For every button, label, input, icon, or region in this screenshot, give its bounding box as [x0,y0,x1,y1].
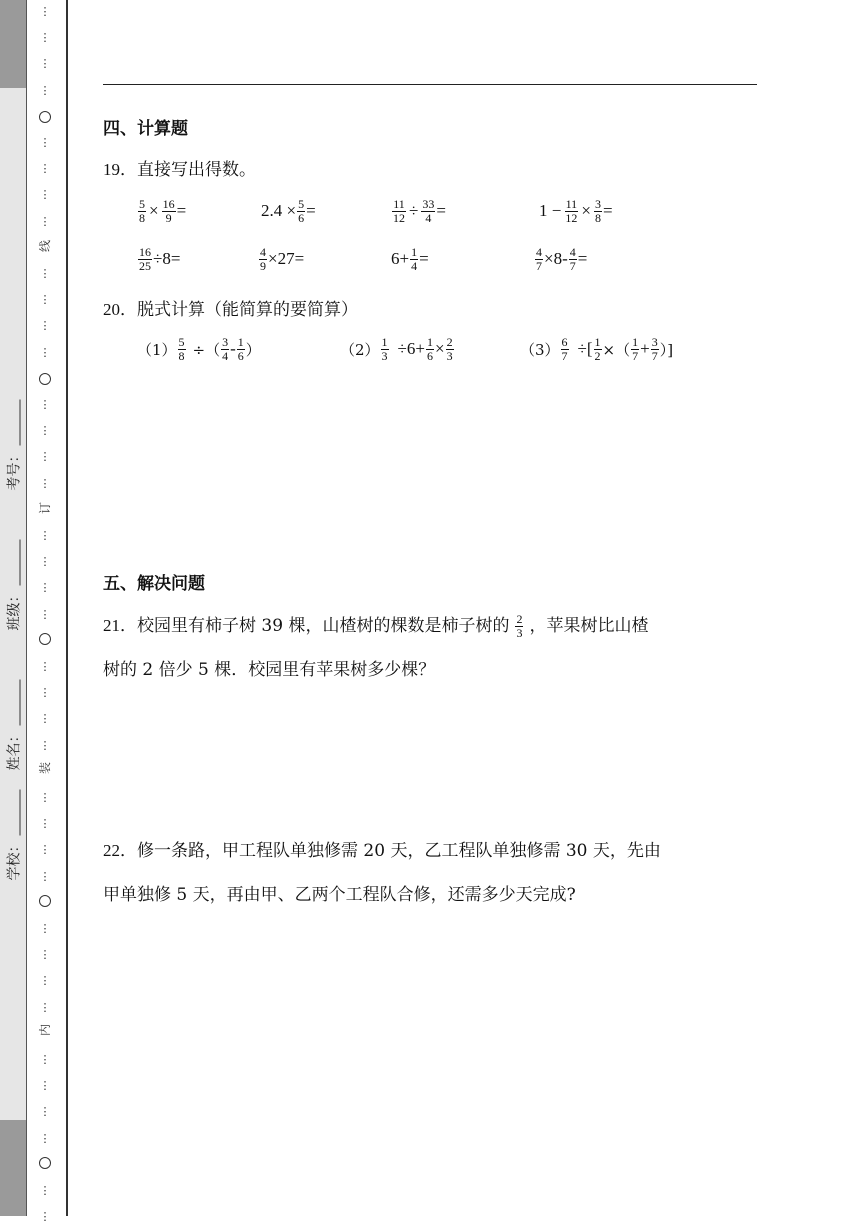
field-name[interactable] [0,680,26,770]
seal-dot: ⋮ [39,424,51,438]
q19-expr-2: 2.4 × $\frac{5}{6}$ = [261,197,316,225]
q19-expr-1: $\frac{5}{8}$ × $\frac{16}{9}$ = [139,197,187,225]
question-number: 19． [103,160,137,179]
q19-expr-5: $\frac{16}{25}$ ÷8= [139,245,181,273]
q19-expr-4: 1 − $\frac{11}{12}$ × $\frac{3}{8}$ = [539,197,613,225]
field-school-label: 学校： [6,838,22,881]
seal-dot: ⋮ [39,974,51,988]
seal-dot: ⋮ [39,738,51,752]
question-21: 21． 校园里有柿子树 39 棵，山楂树的棵数是柿子树的 $\frac{2}{3}$ ，苹果树比山楂 树的 2 倍少 5 棵．校园里有苹果树多少棵？ [103,609,763,687]
seal-dot: ⋮ [39,188,51,202]
seal-circle [39,633,51,645]
question-text: 脱式计算（能简算的要简算） [137,300,358,320]
seal-dot: ⋮ [39,319,51,333]
q19-expr-6: $\frac{4}{9}$ ×27= [260,245,305,273]
seal-dot: ⋮ [39,922,51,935]
seal-dot: ⋮ [39,948,51,962]
field-class-label: 班级： [6,588,22,631]
seal-circle [39,895,51,907]
seal-dot: ⋮ [39,791,51,804]
seal-dot: ⋮ [39,293,51,307]
question-22: 22．修一条路，甲工程队单独修需 20 天，乙工程队单独修需 30 天，先由 甲单独修 5 天，再由甲、乙两个工程队合修，还需多少天完成? [103,841,661,905]
seal-char-inside: 内 [38,1024,52,1037]
seal-circle [39,1157,51,1169]
seal-dot: ⋮ [39,660,51,673]
seal-dot: ⋮ [39,83,51,97]
seal-dot: ⋮ [39,555,51,569]
fraction-two-thirds: $\frac{2}{3}$ [516,611,523,640]
q20-part-3: （3） $\frac{6}{7}$ ÷[ $\frac{1}{2}$ ×（ $\frac{1}{7}$ + $\frac{3}{7}$ ）] [520,335,674,363]
seal-dot: ⋮ [39,476,51,490]
seal-dot: ⋮ [39,162,51,176]
seal-dot: ⋮ [39,686,51,700]
seal-dot: ⋮ [39,1131,51,1145]
seal-dot: ⋮ [39,345,51,359]
content-border [66,0,68,1216]
seal-dot: ⋮ [39,607,51,621]
q19-expr-8: $\frac{4}{7}$ ×8- $\frac{4}{7}$ = [536,245,588,273]
seal-dot: ⋮ [39,31,51,45]
header-rule [103,84,757,85]
seal-dot: ⋮ [39,267,51,280]
q20-part-2: （2） $\frac{1}{3}$ ÷6+ $\frac{1}{6}$ × $\frac{2}{3}$ [340,335,453,363]
binding-strip-top [0,0,26,88]
question-19 [103,153,763,187]
seal-dot: ⋮ [39,214,51,228]
seal-dot: ⋮ [39,1184,51,1197]
seal-dot: ⋮ [39,529,51,542]
seal-dot: ⋮ [39,712,51,726]
seal-circle [39,373,51,385]
seal-dot: ⋮ [39,817,51,831]
seal-dot: ⋮ [39,1000,51,1014]
field-exam-number-label: 考号： [6,448,22,491]
question-number: 20． [103,300,137,319]
seal-dot: ⋮ [39,450,51,464]
seal-dot: ⋮ [39,5,51,18]
field-name-label: 姓名： [6,728,22,771]
seal-dot: ⋮ [39,57,51,71]
section-5-title: 五、解决问题 [103,574,205,594]
seal-dot: ⋮ [39,869,51,883]
seal-circle [39,111,51,123]
question-20 [103,293,763,327]
seal-dot: ⋮ [39,1105,51,1119]
field-exam-number[interactable] [0,400,26,490]
seal-dot: ⋮ [39,1079,51,1093]
question-number: 22． [103,841,137,860]
seal-dot: ⋮ [39,581,51,595]
question-text: 直接写出得数。 [137,160,256,180]
seal-char-order: 订 [38,502,52,515]
seal-dot: ⋮ [39,1053,51,1066]
seal-dot: ⋮ [39,1210,51,1223]
binding-strip-bottom [0,1120,26,1216]
seal-char-line: 线 [38,240,52,253]
seal-dot: ⋮ [39,136,51,149]
seal-dot: ⋮ [39,843,51,857]
q19-expr-3: $\frac{11}{12}$ ÷ $\frac{33}{4}$ = [393,197,446,225]
seal-char-bind: 装 [38,762,52,775]
field-school[interactable] [0,790,26,880]
seal-dotted-line [38,0,52,1223]
seal-dot: ⋮ [39,398,51,411]
q19-expr-7: 6+ $\frac{1}{4}$ = [391,245,429,273]
question-number: 21． [103,616,137,635]
field-class[interactable] [0,540,26,630]
section-4-title: 四、计算题 [103,119,188,139]
q20-part-1: （1） $\frac{5}{8}$ ÷（ $\frac{3}{4}$ - $\frac{1}{6}$ ） [137,335,261,363]
